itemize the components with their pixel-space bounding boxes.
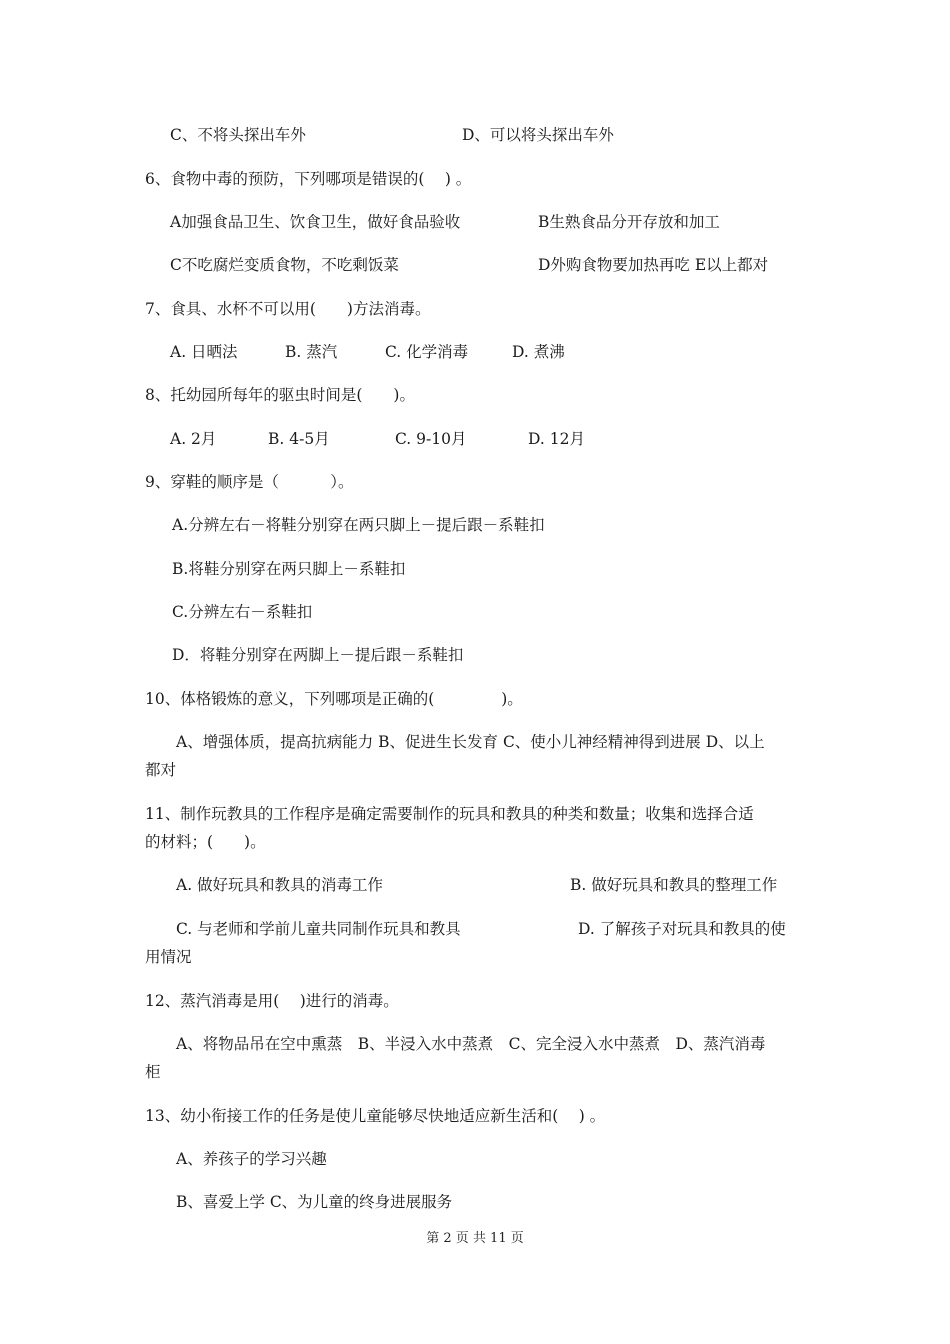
q6-option-d-e: D外购食物要加热再吃 E以上都对: [538, 256, 769, 274]
q6-option-a: A加强食品卫生、饮食卫生，做好食品验收: [170, 213, 461, 231]
q9-question: 9、穿鞋的顺序是（ ）。: [145, 473, 354, 491]
q9-option-a: A.分辨左右－将鞋分别穿在两只脚上－提后跟－系鞋扣: [172, 516, 545, 534]
q10-options-continued: 都对: [145, 761, 177, 779]
q11-question-continued: 的材料；( )。: [145, 833, 266, 851]
q8-option-a: A. 2月: [170, 430, 217, 448]
q8-question: 8、托幼园所每年的驱虫时间是( )。: [145, 386, 415, 404]
q10-question: 10、体格锻炼的意义，下列哪项是正确的( )。: [145, 690, 523, 708]
q11-option-d-continued: 用情况: [145, 948, 192, 966]
q8-option-c: C. 9-10月: [395, 430, 467, 448]
q9-option-d: D．将鞋分别穿在两脚上－提后跟－系鞋扣: [172, 646, 464, 664]
q9-option-b: B.将鞋分别穿在两只脚上－系鞋扣: [172, 560, 406, 578]
q7-option-c: C. 化学消毒: [385, 343, 469, 361]
q6-option-b: B生熟食品分开存放和加工: [538, 213, 720, 231]
q11-option-d: D. 了解孩子对玩具和教具的使: [578, 920, 786, 938]
q13-question: 13、幼小衔接工作的任务是使儿童能够尽快地适应新生活和( ) 。: [145, 1107, 606, 1125]
q9-option-c: C.分辨左右－系鞋扣: [172, 603, 313, 621]
q12-options: A、将物品吊在空中熏蒸 B、半浸入水中蒸煮 C、完全浸入水中蒸煮 D、蒸汽消毒: [176, 1035, 766, 1053]
q8-option-b: B. 4-5月: [268, 430, 330, 448]
q11-option-c: C. 与老师和学前儿童共同制作玩具和教具: [176, 920, 461, 938]
q6-question: 6、食物中毒的预防，下列哪项是错误的( ) 。: [145, 170, 472, 188]
q13-option-a: A、养孩子的学习兴趣: [176, 1150, 327, 1168]
q7-option-d: D. 煮沸: [512, 343, 565, 361]
q5-option-c: C、不将头探出车外: [170, 126, 306, 144]
q7-option-b: B. 蒸汽: [285, 343, 338, 361]
q8-option-d: D. 12月: [528, 430, 585, 448]
q11-option-a: A. 做好玩具和教具的消毒工作: [176, 876, 384, 894]
q5-option-d: D、可以将头探出车外: [462, 126, 614, 144]
q13-options-b-c: B、喜爱上学 C、为儿童的终身进展服务: [176, 1193, 453, 1211]
q7-option-a: A. 日晒法: [170, 343, 238, 361]
page-footer: 第 2 页 共 11 页: [426, 1231, 524, 1246]
q11-question: 11、制作玩教具的工作程序是确定需要制作的玩具和教具的种类和数量；收集和选择合适: [145, 805, 754, 823]
q6-option-c: C不吃腐烂变质食物，不吃剩饭菜: [170, 256, 399, 274]
q10-options: A、增强体质，提高抗病能力 B、促进生长发育 C、使小儿神经精神得到进展 D、以上: [176, 733, 765, 751]
q11-option-b: B. 做好玩具和教具的整理工作: [570, 876, 778, 894]
q7-question: 7、食具、水杯不可以用( )方法消毒。: [145, 300, 431, 318]
q12-options-continued: 柜: [145, 1063, 161, 1081]
q12-question: 12、蒸汽消毒是用( )进行的消毒。: [145, 992, 399, 1010]
